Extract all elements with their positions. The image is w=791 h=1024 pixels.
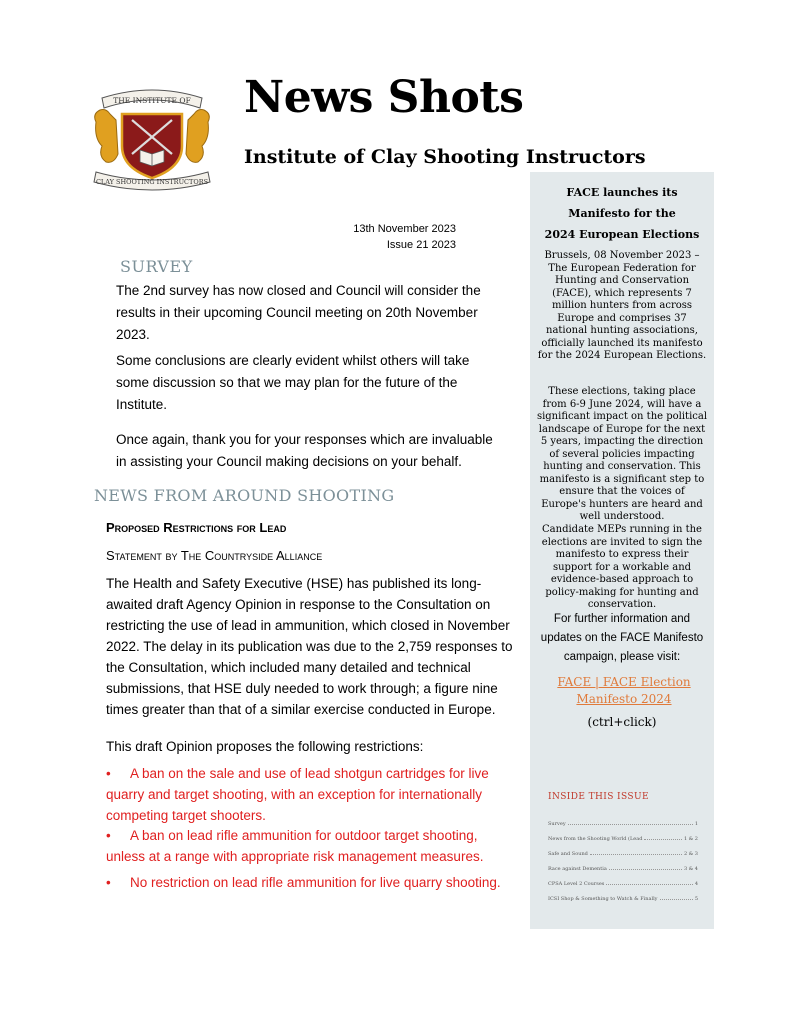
toc-label: Safe and Sound (548, 851, 588, 857)
toc-page: 4 (694, 881, 698, 887)
survey-paragraph-3: Once again, thank you for your responses which are invaluable in assisting your Council making decisions on your behalf. (116, 432, 493, 469)
newsletter-title: News Shots (244, 72, 524, 123)
toc-dots (590, 854, 682, 855)
issue-date-block (320, 221, 456, 253)
sidebar-title-line-1: FACE launches its (566, 186, 678, 199)
sidebar-paragraph-2: These elections, taking place from 6-9 June 2024, will have a significant impact on the political landscape of Europe for the next 5 years, impacting the direction of several policies impacting hunting and conservation. This manifesto is a significant step to ensure that the voices of Europe's hunters are heard and well understood. (536, 386, 708, 522)
survey-paragraph-1: The 2nd survey has now closed and Council will consider the results in their upcoming Council meeting on 20th November 2023. (116, 283, 481, 342)
proposed-restrictions-heading: Proposed Restrictions for Lead (106, 520, 287, 535)
sidebar-title-line-2: Manifesto for the (568, 207, 676, 220)
issue-number: Issue 21 2023 (386, 239, 456, 251)
toc-row[interactable] (548, 857, 698, 872)
toc-label: ICSI Shop & Something to Watch & Finally (548, 896, 658, 902)
hse-paragraph: The Health and Safety Executive (HSE) has published its long-awaited draft Agency Opinion in response to the Consultation on restricting the use of lead in ammunition, which closed in November 2022. The delay in its publication was due to the 2,759 responses to the Consultation, which included many detailed and technical submissions, that HSE duly needed to work through; a figure nine times greater than that of a similar exercise conducted in Europe. (106, 576, 513, 717)
news-heading: NEWS FROM AROUND SHOOTING (94, 486, 395, 505)
bullet-text: A ban on the sale and use of lead shotgun cartridges for live quarry and target shooting, with an exception for internationally competing target shooters. (106, 766, 489, 823)
bullet-icon: • (106, 875, 111, 890)
restriction-bullet (106, 872, 518, 893)
bullet-text: A ban on lead rifle ammunition for outdoor target shooting, unless at a range with appropriate risk management measures. (106, 828, 484, 864)
crest-icon (88, 84, 216, 194)
toc-row[interactable] (548, 827, 698, 842)
sidebar-title-line-3: 2024 European Elections (544, 228, 700, 241)
toc-row[interactable] (548, 872, 698, 887)
face-manifesto-sidebar (530, 172, 714, 929)
bullet-icon: • (106, 766, 111, 781)
toc-dots (606, 884, 692, 885)
restriction-bullet (106, 825, 518, 867)
toc-page: 2 & 3 (684, 851, 698, 857)
icsi-crest-logo (88, 84, 216, 194)
toc-row[interactable] (548, 887, 698, 902)
ctrl-click-hint: (ctrl+click) (587, 715, 657, 729)
toc-page: 1 (694, 821, 698, 827)
toc-dots (644, 839, 682, 840)
sidebar-paragraph-4: For further information and updates on the FACE Manifesto campaign, please visit: (540, 613, 704, 663)
draft-opinion-paragraph: This draft Opinion proposes the following restrictions: (106, 739, 424, 754)
toc-dots (660, 899, 693, 900)
face-manifesto-link[interactable]: FACE | FACE Election Manifesto 2024 (557, 675, 691, 706)
restriction-bullet (106, 763, 518, 826)
toc-page: 1 & 2 (684, 836, 698, 842)
toc-label: News from the Shooting World (Lead (548, 836, 643, 842)
toc-dots (609, 869, 682, 870)
survey-heading: SURVEY (120, 257, 193, 276)
sidebar-paragraph-1: Brussels, 08 November 2023 – The European Federation for Hunting and Conservation (FACE), which represents 7 million hunters from across Europe and comprises 37 national hunting associations, officially launched its manifesto for the 2024 European Elections. (537, 250, 707, 361)
logo-bottom-text: CLAY SHOOTING INSTRUCTORS (95, 178, 209, 186)
survey-paragraph-2: Some conclusions are clearly evident whilst others will take some discussion so that we may plan for the future of the Institute. (116, 353, 470, 412)
toc-label: Race against Dementia (548, 866, 607, 872)
toc-row[interactable] (548, 842, 698, 857)
toc-row[interactable] (548, 812, 698, 827)
bullet-text: No restriction on lead rifle ammunition for live quarry shooting. (130, 875, 501, 890)
toc-page: 5 (694, 896, 698, 902)
toc-dots (568, 824, 693, 825)
logo-top-text: THE INSTITUTE OF (113, 96, 191, 105)
bullet-icon: • (106, 828, 111, 843)
toc-label: Survey (548, 821, 566, 827)
inside-this-issue-heading: INSIDE THIS ISSUE (548, 792, 649, 802)
issue-date: 13th November 2023 (353, 223, 456, 235)
sidebar-paragraph-3: Candidate MEPs running in the elections are invited to sign the manifesto to express their support for a workable and evidence-based approach to policy-making for hunting and conservation. (541, 524, 703, 610)
newsletter-subtitle: Institute of Clay Shooting Instructors (244, 146, 646, 168)
statement-byline: Statement by The Countryside Alliance (106, 548, 323, 563)
table-of-contents (548, 812, 698, 902)
sidebar-title (530, 182, 714, 245)
toc-label: CPSA Level 2 Courses (548, 881, 605, 887)
toc-page: 3 & 4 (684, 866, 698, 872)
